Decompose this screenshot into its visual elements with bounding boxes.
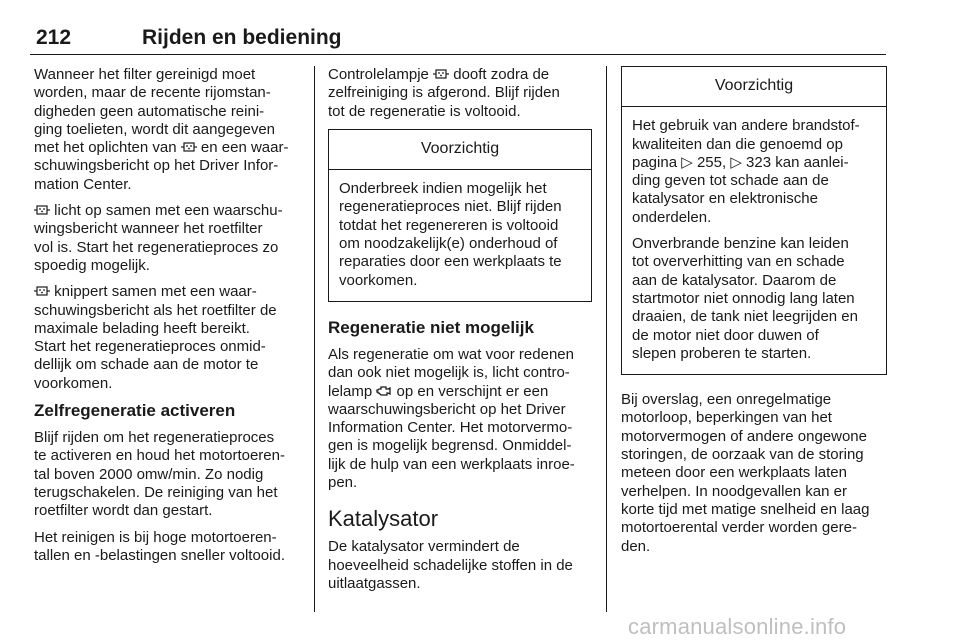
- section-title: Katalysator: [328, 506, 439, 532]
- column-right: [621, 66, 887, 564]
- column-divider: [314, 66, 315, 612]
- page-ref-arrow-icon: ▷: [681, 153, 693, 171]
- page-title: Rijden en bediening: [142, 26, 342, 49]
- paragraph: [34, 283, 302, 393]
- caution-box: [621, 66, 887, 375]
- ref-separator: ,: [721, 153, 731, 171]
- particle-filter-icon: [433, 68, 449, 80]
- page-reference[interactable]: 255: [696, 153, 722, 171]
- paragraph: [328, 66, 592, 121]
- section-heading: Regeneratie niet mogelijk: [328, 317, 534, 337]
- page-header: [30, 24, 886, 55]
- caution-title: Voorzichtig: [622, 67, 886, 107]
- particle-filter-icon: [34, 285, 50, 297]
- page-ref-arrow-icon: ▷: [730, 153, 742, 171]
- paragraph: Het reinigen is bij hoge motortoeren- tallen en -belastingen sneller voltooid.: [34, 528, 285, 564]
- watermark: carmanualsonline.info: [628, 614, 847, 639]
- paragraph-text: Als regeneratie om wat voor redenen dan ook niet mogelijk is, licht contro- lelamp: [328, 345, 574, 400]
- paragraph: De katalysator vermindert de hoeveelheid schadelijke stoffen in de uitlaatgassen.: [328, 538, 573, 592]
- column-middle: [328, 66, 592, 601]
- caution-text-part: Het gebruik van andere brandstof- kwaliteiten dan die genoemd op pagina: [632, 117, 860, 171]
- particle-filter-icon: [181, 141, 197, 153]
- paragraph-text: op en verschijnt er een waarschuwingsbericht op het Driver Information Center. Het motorvermo- gen is mogelijk begrensd. Onmiddel- lijk de hulp van een werkplaats inroe- pen.: [328, 382, 575, 492]
- engine-check-icon: [376, 385, 392, 397]
- paragraph: [34, 202, 302, 275]
- caution-text: Onderbreek indien mogelijk het regeneratieproces niet. Blijf rijden totdat het regenereren is voltooid om noodzakelijk(e) onderhoud of reparaties door een werkplaats te voorkomen.: [339, 180, 562, 289]
- caution-text: Onverbrande benzine kan leiden tot oververhitting van en schade aan de katalysator. Daarom de startmotor niet onnodig lang laten draaien, de tank niet leegrijden en de motor niet door duwen of slepen proberen te starten.: [632, 235, 858, 362]
- column-left: [34, 66, 302, 573]
- paragraph-text: Wanneer het filter gereinigd moet worden, maar de recente rijomstan- digheden geen automatische reini- ging toelieten, wordt dit aangegeven met het oplichten van: [34, 66, 276, 157]
- caution-text-part: kan aanlei- ding geven tot schade aan de katalysator en elektronische onderdelen.: [632, 153, 849, 226]
- page-number: 212: [36, 26, 72, 49]
- paragraph: [34, 66, 302, 194]
- paragraph-text: knippert samen met een waar- schuwingsbericht als het roetfilter de maximale belading heeft bereikt. Start het regeneratieproces onmid- dellijk om schade aan de motor te voorkomen.: [34, 283, 277, 392]
- paragraph-text: en een waar- schuwingsbericht op het Driver Infor- mation Center.: [34, 139, 289, 193]
- caution-box: [328, 129, 592, 302]
- paragraph: Blijf rijden om het regeneratieproces te activeren en houd het motortoeren- tal boven 2000 omw/min. Zo nodig terugschakelen. De reiniging van het roetfilter wordt dan gestart.: [34, 429, 285, 520]
- paragraph-text: licht op samen met een waarschu- wingsbericht wanneer het roetfilter vol is. Start het regeneratieproces zo spoedig mogelijk.: [34, 202, 283, 274]
- paragraph-text: dooft zodra de zelfreiniging is afgerond. Blijf rijden tot de regeneratie is voltooid.: [328, 66, 560, 120]
- paragraph: Bij overslag, een onregelmatige motorloop, beperkingen van het motorvermogen of andere ongewone storingen, de oorzaak van de storing meteen door een werkplaats laten verhelpen. In noodgevallen kan er korte tijd met matige snelheid en laag motortoerental verder worden gere- den.: [621, 391, 870, 555]
- page-reference[interactable]: 323: [746, 153, 772, 171]
- column-divider: [606, 66, 607, 612]
- caution-title: Voorzichtig: [329, 130, 591, 170]
- section-heading: Zelfregeneratie activeren: [34, 401, 236, 421]
- caution-text: [632, 117, 878, 227]
- paragraph: [328, 346, 592, 492]
- paragraph-text: Controlelampje: [328, 66, 434, 83]
- particle-filter-icon: [34, 204, 50, 216]
